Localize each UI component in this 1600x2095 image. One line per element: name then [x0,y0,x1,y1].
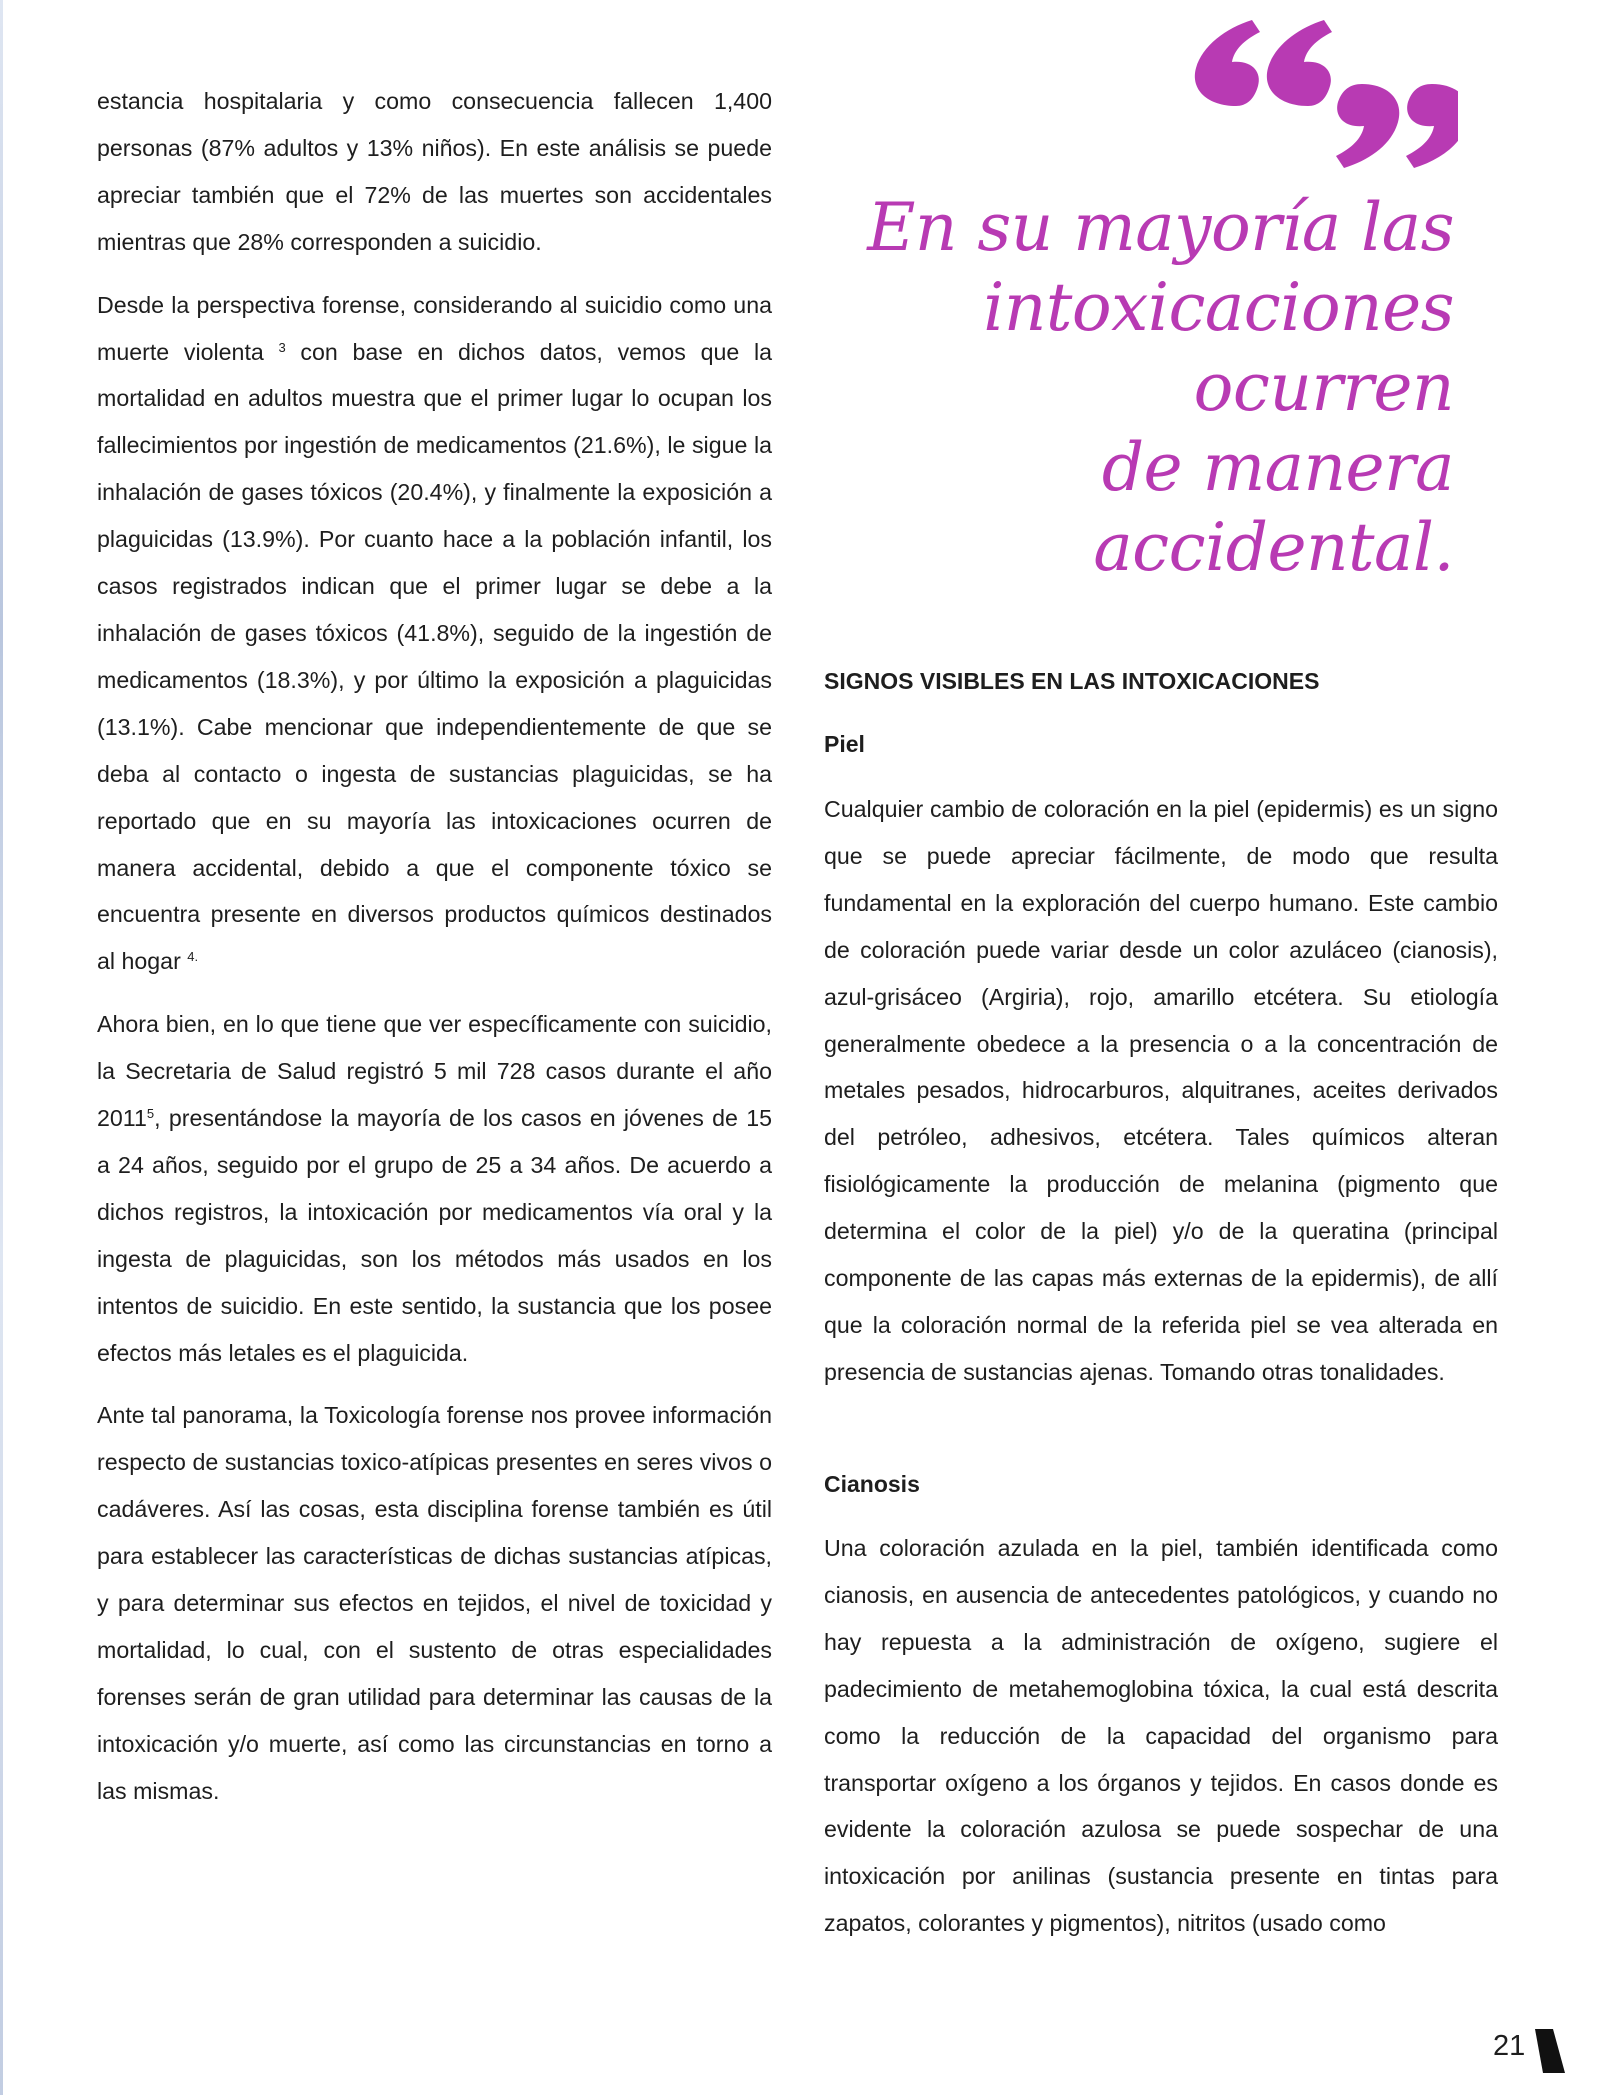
piel-heading: Piel [824,731,865,757]
piel-paragraph: Cualquier cambio de coloración en la piel (epidermis) es un signo que se puede apreciar fácilmente, de modo que resulta fundamental en la exploración del cuerpo humano. Este cambio de coloración puede variar desde un color azuláceo (cianosis), azul-grisáceo (Argiria), rojo, amarillo etcétera. Su etiología generalmente obedece a la presencia o a la concentración de metales pesados, hidrocarburos, alquitranes, aceites derivados del petróleo, adhesivos, etcétera. Tales químicos alteran fisiológicamente la producción de melanina (pigmento que determina el color de la piel) y/o de la queratina (principal componente de las capas más externas de la epidermis), de allí que la coloración normal de la referida piel se vea alterada en presencia de sustancias ajenas. Tomando otras tonalidades. [824,796,1498,1385]
footnote-ref-5[interactable]: 5 [146,1106,155,1122]
cianosis-paragraph: Una coloración azulada en la piel, también identificada como cianosis, en ausencia de antecedentes patológicos, y cuando no hay repuesta a la administración de oxígeno, sugiere el padecimiento de metahemoglobina tóxica, la cual está descrita como la reducción de la capacidad del organismo para transportar oxígeno a los órganos y tejidos. En casos donde es evidente la coloración azulosa se puede sospechar de una intoxicación por anilinas (sustancia presente en tintas para zapatos, colorantes y pigmentos), nitritos (usado como [824,1535,1498,1937]
cianosis-section [824,1525,1498,1947]
left-paragraph-2 [97,282,772,986]
pull-quote-line-2: intoxicaciones [983,269,1454,346]
piel-section [824,786,1498,1396]
quote-marks-icon [1188,10,1458,170]
section-title: SIGNOS VISIBLES EN LAS INTOXICACIONES [824,668,1320,694]
paragraph-3-text-a: Ahora bien, en lo que tiene que ver específicamente con suicidio, la Secretaria de Salud registró 5 mil 728 casos durante el año 2011 [97,1011,772,1132]
footnote-ref-4[interactable]: 4. [187,949,199,965]
page-edge-strip [0,0,3,2095]
pull-quote-line-4: de manera [1101,429,1454,506]
paragraph-3-text-b: , presentándose la mayoría de los casos en jóvenes de 15 a 24 años, seguido por el grupo de 25 a 34 años. De acuerdo a dichos registros, la intoxicación por medicamentos vía oral y la ingesta de plaguicidas, son los métodos más usados en los intentos de suicidio. En este sentido, la sustancia que los posee efectos más letales es el plaguicida. [97,1105,772,1366]
page-marker-icon [1533,2029,1565,2073]
left-paragraph-4: Ante tal panorama, la Toxicología forense nos provee información respecto de sustancias toxico-atípicas presentes en seres vivos o cadáveres. Así las cosas, esta disciplina forense también es útil para establecer las características de dichas sustancias atípicas, y para determinar sus efectos en tejidos, el nivel de toxicidad y mortalidad, lo cual, con el sustento de otras especialidades forenses serán de gran utilidad para determinar las causas de la intoxicación y/o muerte, así como las circunstancias en torno a las mismas. [97,1402,772,1804]
cianosis-heading: Cianosis [824,1471,920,1497]
pull-quote-line-1: En su mayoría las [867,189,1454,266]
pull-quote-line-3: ocurren [1193,349,1454,426]
paragraph-2-text-b: con base en dichos datos, vemos que la mortalidad en adultos muestra que el primer lugar lo ocupan los fallecimientos por ingestión de medicamentos (21.6%), le sigue la inhalación de gases tóxicos (20.4%), y finalmente la exposición a plaguicidas (13.9%). Por cuanto hace a la población infantil, los casos registrados indican que el primer lugar se debe a la inhalación de gases tóxicos (41.8%), seguido de la ingestión de medicamentos (18.3%), y por último la exposición a plaguicidas (13.1%). Cabe mencionar que independientemente de que se deba al contacto o ingesta de sustancias plaguicidas, se ha reportado que en su mayoría las intoxicaciones ocurren de manera accidental, debido a que el componente tóxico se encuentra presente en diversos productos químicos destinados al hogar [97,338,773,975]
paragraph-2-text-a: Desde la perspectiva forense, considerando al suicidio como una muerte violenta [97,291,772,365]
left-column [97,78,772,1815]
left-paragraph-1: estancia hospitalaria y como consecuencia fallecen 1,400 personas (87% adultos y 13% niños). En este análisis se puede apreciar también que el 72% de las muertes son accidentales mientras que 28% corresponden a suicidio. [97,88,772,255]
pull-quote [760,188,1454,588]
left-paragraph-3 [97,1001,772,1376]
pull-quote-line-5: accidental. [1093,509,1454,586]
page-number: 21 [1493,2030,1526,2062]
footnote-ref-3[interactable]: 3 [278,339,286,355]
